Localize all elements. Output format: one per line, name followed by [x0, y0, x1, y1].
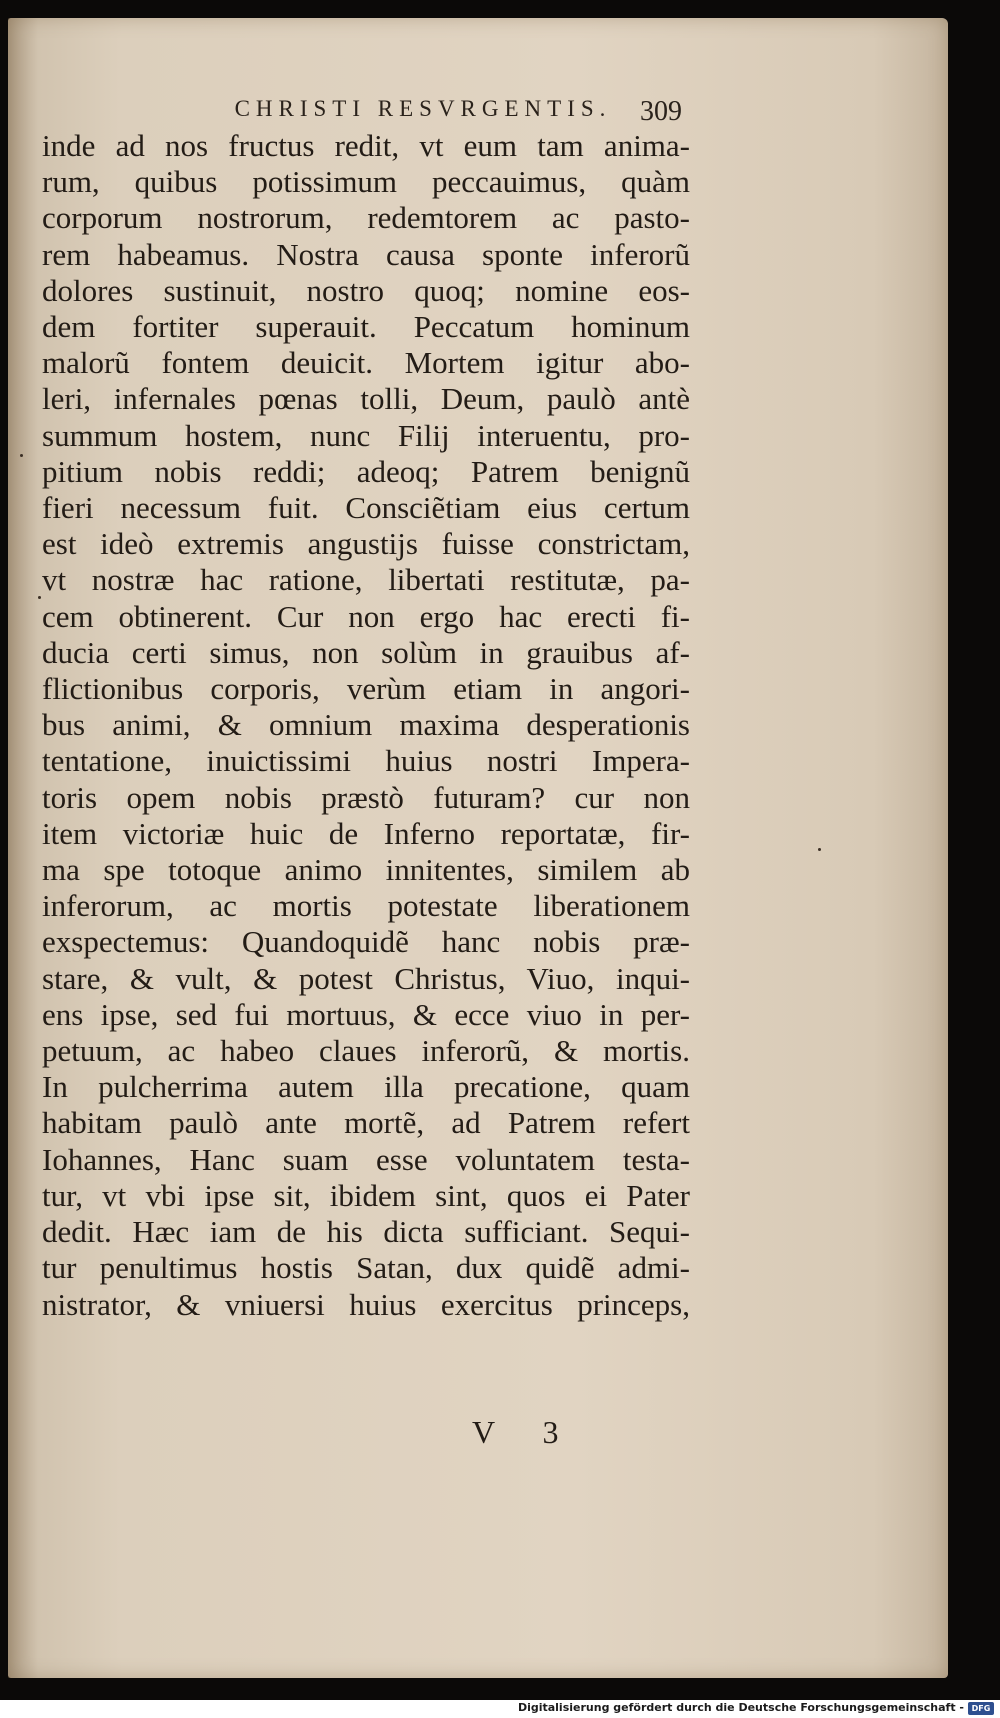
text-line: nistrator, & vniuersi huius exercitus princeps,	[42, 1286, 690, 1322]
text-line: summum hostem, nunc Filij interuentu, pro-	[42, 417, 690, 453]
ink-speck	[38, 596, 41, 599]
text-line: stare, & vult, & potest Christus, Viuo, inqui-	[42, 960, 690, 996]
page-number: 309	[640, 96, 682, 127]
text-line: rem habeamus. Nostra causa sponte inferorũ	[42, 236, 690, 272]
text-line: exspectemus: Quandoquidẽ hanc nobis præ-	[42, 924, 690, 960]
text-line: ducia certi simus, non solùm in grauibus af-	[42, 634, 690, 670]
text-line: dolores sustinuit, nostro quoq; nomine eos-	[42, 272, 690, 308]
text-line: rum, quibus potissimum peccauimus, quàm	[42, 164, 690, 200]
text-line: Iohannes, Hanc suam esse voluntatem testa-	[42, 1141, 690, 1177]
digitization-credit: Digitalisierung gefördert durch die Deutsche Forschungsgemeinschaft -	[517, 1701, 964, 1714]
text-line: corporum nostrorum, redemtorem ac pasto-	[42, 200, 690, 236]
text-line: dem fortiter superauit. Peccatum hominum	[42, 309, 690, 345]
signature-mark: V 3	[472, 1414, 579, 1450]
text-line: inferorum, ac mortis potestate liberationem	[42, 888, 690, 924]
text-line: dedit. Hæc iam de his dicta sufficiant. Sequi-	[42, 1214, 690, 1250]
text-line: ens ipse, sed fui mortuus, & ecce viuo in per-	[42, 996, 690, 1032]
text-line: tentatione, inuictissimi huius nostri Impera-	[42, 743, 690, 779]
text-line: vt nostræ hac ratione, libertati restitutæ, pa-	[42, 562, 690, 598]
text-line: In pulcherrima autem illa precatione, quam	[42, 1069, 690, 1105]
text-line: malorũ fontem deuicit. Mortem igitur abo-	[42, 345, 690, 381]
text-line: inde ad nos fructus redit, vt eum tam anima-	[42, 128, 690, 163]
text-line: cem obtinerent. Cur non ergo hac erecti fi-	[42, 598, 690, 634]
dfg-logo: DFG	[968, 1702, 994, 1715]
text-line: tur, vt vbi ipse sit, ibidem sint, quos ei Pater	[42, 1177, 690, 1213]
text-line: habitam paulò ante mortẽ, ad Patrem refert	[42, 1105, 690, 1141]
text-line: fieri necessum fuit. Consciẽtiam eius certum	[42, 490, 690, 526]
running-head: CHRISTI RESVRGENTIS.	[234, 96, 612, 121]
text-line: petuum, ac habeo claues inferorũ, & mortis.	[42, 1033, 690, 1069]
text-line: bus animi, & omnium maxima desperationis	[42, 707, 690, 743]
body-text	[42, 128, 690, 1323]
text-line: toris opem nobis præstò futuram? cur non	[42, 779, 690, 815]
text-line: leri, infernales pœnas tolli, Deum, paulò antè	[42, 381, 690, 417]
ink-speck	[20, 454, 23, 457]
text-line: ma spe totoque animo innitentes, similem ab	[42, 852, 690, 888]
text-line: est ideò extremis angustijs fuisse constrictam,	[42, 526, 690, 562]
ink-speck	[818, 848, 821, 851]
text-line: flictionibus corporis, verùm etiam in angori-	[42, 671, 690, 707]
text-line: item victoriæ huic de Inferno reportatæ, fir-	[42, 815, 690, 851]
text-line: tur penultimus hostis Satan, dux quidẽ admi-	[42, 1250, 690, 1286]
text-line: pitium nobis reddi; adeoq; Patrem benignũ	[42, 453, 690, 489]
book-page	[8, 18, 948, 1678]
